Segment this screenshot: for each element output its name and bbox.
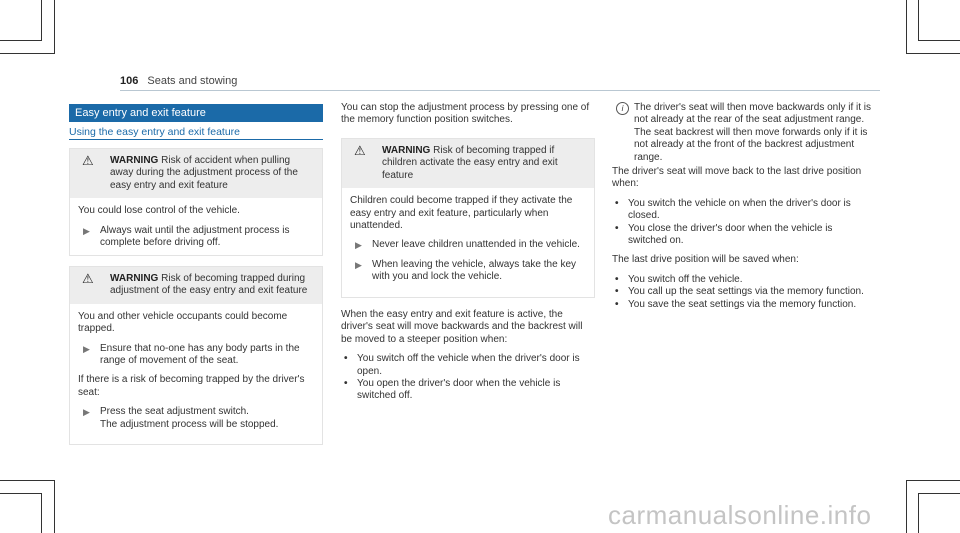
step-arrow-icon: ▶	[83, 225, 90, 236]
col3-body	[612, 102, 872, 311]
step-arrow-icon: ▶	[355, 259, 362, 270]
warning-text: Children could become trapped if they activate the easy entry and exit feature, particularly when unattended.	[350, 195, 573, 232]
bullet-text: You switch off the vehicle.	[628, 273, 743, 285]
bullet-dot: •	[615, 222, 619, 234]
warning-header	[70, 149, 322, 198]
crop-mark	[906, 480, 960, 481]
col2-paragraph: When the easy entry and exit feature is active, the driver's seat will move backwards and the backrest will be moved to a steeper position when:	[341, 309, 583, 345]
crop-mark	[54, 480, 55, 533]
warning-header	[70, 267, 322, 304]
subsection-title: Using the easy entry and exit feature	[69, 126, 241, 138]
watermark: carmanualsonline.info	[608, 500, 872, 530]
warning-step	[78, 343, 314, 368]
bullet-text: You save the seat settings via the memory function.	[628, 298, 857, 310]
page-section: Seats and stowing	[147, 75, 238, 87]
col3-paragraph: The driver's seat will move back to the last drive position when:	[612, 166, 862, 190]
bullet-dot: •	[344, 353, 348, 365]
subsection-rule	[69, 139, 323, 140]
info-text: The driver's seat will then move backwards only if it is not already at the rear of the seat adjustment range.	[634, 102, 871, 126]
step-arrow-icon: ▶	[83, 343, 90, 354]
crop-mark	[906, 53, 960, 54]
bullet-item	[612, 223, 872, 248]
warning-body	[70, 304, 322, 444]
crop-mark	[918, 0, 919, 41]
crop-mark	[918, 493, 919, 533]
bullet-item	[612, 286, 872, 298]
warning-label: WARNING	[110, 155, 159, 166]
warning-step-text: When leaving the vehicle, always take the key with you and lock the vehicle.	[372, 258, 576, 283]
warning-body	[70, 198, 322, 262]
crop-mark	[0, 480, 55, 481]
bullet-dot: •	[615, 197, 619, 209]
bullet-dot: •	[615, 273, 619, 285]
info-note	[612, 102, 872, 164]
bullet-item	[612, 299, 872, 311]
crop-mark	[41, 493, 42, 533]
warning-icon: ⚠	[82, 271, 94, 286]
warning-box-trapped	[69, 266, 323, 445]
col3-paragraph-2: The last drive position will be saved when:	[612, 254, 799, 266]
header-rule	[120, 90, 880, 91]
crop-mark	[54, 0, 55, 53]
warning-step	[350, 239, 586, 251]
col2-intro: You can stop the adjustment process by pressing one of the memory function position switches.	[341, 102, 590, 126]
crop-mark	[918, 40, 960, 41]
bullet-item	[612, 274, 872, 286]
col2-body	[341, 309, 595, 403]
bullet-dot: •	[615, 286, 619, 298]
warning-header	[342, 139, 594, 188]
section-title: Easy entry and exit feature	[69, 104, 323, 122]
warning-text: You and other vehicle occupants could become trapped.	[78, 310, 288, 335]
page-header	[120, 75, 237, 87]
crop-mark	[0, 493, 42, 494]
bullet-item	[612, 198, 872, 223]
info-text-2: The seat backrest will then move forwards only if it is not already at the front of the backrest adjustment range.	[634, 126, 868, 163]
warning-text-2: If there is a risk of becoming trapped by the driver's seat:	[78, 374, 305, 398]
bullet-item	[341, 353, 595, 378]
crop-mark	[906, 480, 907, 533]
warning-icon: ⚠	[354, 143, 366, 158]
warning-title: Risk of accident when pulling away during the adjustment process of the easy entry and exit feature	[110, 155, 298, 191]
bullet-item	[341, 378, 595, 403]
bullet-text: You open the driver's door when the vehicle is switched off.	[357, 378, 561, 402]
warning-step-text: Never leave children unattended in the vehicle.	[372, 239, 580, 251]
bullet-text: You switch the vehicle on when the driver's door is closed.	[628, 197, 851, 222]
warning-text: You could lose control of the vehicle.	[78, 205, 240, 217]
page-number: 106	[120, 75, 139, 87]
warning-step-text: Always wait until the adjustment process is complete before driving off.	[100, 224, 290, 249]
crop-mark	[0, 40, 42, 41]
crop-mark	[0, 53, 55, 54]
bullet-text: You switch off the vehicle when the driver's door is open.	[357, 353, 580, 377]
warning-step-result: The adjustment process will be stopped.	[100, 418, 279, 430]
warning-step-text: Ensure that no-one has any body parts in the range of movement of the seat.	[100, 342, 300, 367]
warning-step	[350, 259, 586, 284]
step-arrow-icon: ▶	[83, 407, 90, 418]
crop-mark	[41, 0, 42, 41]
bullet-text: You call up the seat settings via the memory function.	[628, 286, 864, 298]
step-arrow-icon: ▶	[355, 240, 362, 251]
bullet-dot: •	[615, 298, 619, 310]
warning-icon: ⚠	[82, 153, 94, 168]
warning-step-text: Press the seat adjustment switch.	[100, 406, 249, 418]
warning-label: WARNING	[110, 273, 159, 284]
warning-title: Risk of becoming trapped if children activate the easy entry and exit feature	[382, 145, 558, 181]
crop-mark	[918, 493, 960, 494]
warning-box-children	[341, 138, 595, 298]
bullet-dot: •	[344, 378, 348, 390]
warning-step	[78, 406, 314, 431]
warning-step	[78, 225, 314, 250]
crop-mark	[906, 0, 907, 53]
warning-box-accident	[69, 148, 323, 256]
bullet-text: You close the driver's door when the vehicle is switched on.	[628, 222, 833, 247]
warning-body	[342, 188, 594, 296]
info-icon: i	[616, 102, 629, 115]
warning-label: WARNING	[382, 145, 431, 156]
warning-title: Risk of becoming trapped during adjustment of the easy entry and exit feature	[110, 273, 308, 297]
